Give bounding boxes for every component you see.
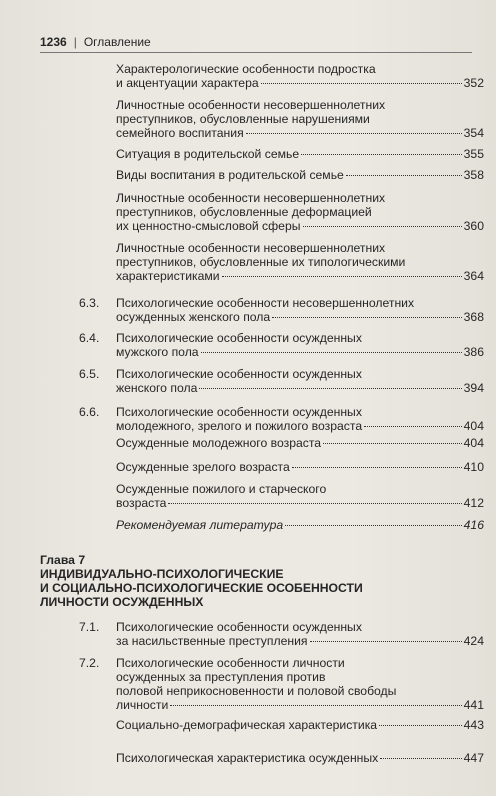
entry-last-line — [116, 496, 484, 510]
entry-title-line: Психологическая характеристика осужденных — [116, 751, 379, 765]
dot-leader — [380, 758, 461, 759]
dot-leader — [199, 388, 461, 389]
header-separator: | — [73, 35, 77, 49]
page-ref: 364 — [463, 269, 484, 283]
entry-title-line: половой неприкосновенности и половой свободы — [116, 684, 397, 698]
dot-leader — [301, 154, 462, 155]
entry-title-line: возраста — [116, 496, 167, 510]
toc-entry[interactable] — [79, 331, 484, 359]
section-number: 6.5. — [79, 367, 100, 381]
entry-last-line — [116, 147, 484, 161]
entry-title-line: Осужденные зрелого возраста — [116, 460, 290, 474]
entry-title-line: преступников, обусловленные нарушениями — [116, 112, 370, 126]
entry-title-line: преступников, обусловленные их типологическими — [116, 255, 406, 269]
page-ref: 410 — [463, 460, 484, 474]
page-ref: 441 — [463, 698, 484, 712]
toc-entry[interactable] — [116, 436, 484, 450]
entry-title-line: молодежного, зрелого и пожилого возраста — [116, 419, 363, 433]
dot-leader — [364, 426, 462, 427]
entry-last-line — [116, 698, 484, 712]
chapter-label: Глава 7 — [40, 553, 86, 567]
entry-last-line — [116, 310, 484, 324]
entry-last-line — [116, 419, 484, 433]
toc-entry[interactable] — [79, 620, 484, 648]
dot-leader — [323, 443, 462, 444]
dot-leader — [292, 467, 462, 468]
chapter-title-line: ЛИЧНОСТИ ОСУЖДЕННЫХ — [40, 595, 204, 609]
entry-last-line — [116, 518, 484, 532]
entry-title-line: за насильственные преступления — [116, 634, 308, 648]
section-number: 7.2. — [79, 656, 100, 670]
dot-leader — [272, 317, 461, 318]
entry-title-line: женского пола — [116, 381, 198, 395]
entry-title-line: Осужденные молодежного возраста — [116, 436, 322, 450]
page-ref: 360 — [463, 219, 484, 233]
entry-last-line — [116, 718, 484, 732]
entry-title-line: Личностные особенности несовершеннолетних — [116, 191, 386, 205]
page-ref: 404 — [463, 436, 484, 450]
entry-title-line: Психологические особенности осужденных — [116, 331, 362, 345]
section-number: 7.1. — [79, 620, 100, 634]
page-ref: 447 — [463, 751, 484, 765]
entry-last-line — [116, 269, 484, 283]
page-ref: 412 — [463, 496, 484, 510]
entry-title-line: Социально-демографическая характеристика — [116, 718, 378, 732]
entry-last-line — [116, 634, 484, 648]
toc-entry[interactable] — [116, 62, 484, 90]
dot-leader — [201, 352, 462, 353]
entry-title-line: характеристиками — [116, 269, 220, 283]
section-number: 6.4. — [79, 331, 100, 345]
dot-leader — [170, 705, 461, 706]
section-number: 6.6. — [79, 405, 100, 419]
section-title: Оглавление — [83, 35, 151, 49]
page-number: 1236 — [40, 35, 67, 49]
entry-last-line — [116, 751, 484, 765]
entry-title-line: Психологические особенности осужденных — [116, 620, 362, 634]
page-ref: 358 — [463, 168, 484, 182]
toc-entry[interactable] — [116, 482, 484, 510]
entry-title-line: и акцентуации характера — [116, 76, 259, 90]
page-ref: 386 — [463, 345, 484, 359]
toc-entry[interactable] — [116, 460, 484, 474]
section-number: 6.3. — [79, 296, 100, 310]
entry-title-line: преступников, обусловленные деформацией — [116, 205, 372, 219]
page-ref: 443 — [463, 718, 484, 732]
entry-last-line — [116, 436, 484, 450]
page-ref: 404 — [463, 419, 484, 433]
dot-leader — [346, 175, 462, 176]
entry-title-line: Психологические особенности осужденных — [116, 405, 362, 419]
page-ref: 355 — [463, 147, 484, 161]
page-ref: 354 — [463, 126, 484, 140]
entry-title-line: Ситуация в родительской семье — [116, 147, 300, 161]
chapter-title-line: И СОЦИАЛЬНО-ПСИХОЛОГИЧЕСКИЕ ОСОБЕННОСТИ — [40, 581, 363, 595]
toc-entry[interactable] — [116, 168, 484, 182]
entry-title-line: осужденных за преступления против — [116, 670, 326, 684]
page-ref: 424 — [463, 634, 484, 648]
page-ref: 368 — [463, 310, 484, 324]
page-ref: 416 — [463, 518, 484, 532]
entry-title-line: Личностные особенности несовершеннолетних — [116, 98, 386, 112]
toc-entry[interactable] — [116, 751, 484, 765]
dot-leader — [222, 276, 462, 277]
chapter-heading[interactable] — [40, 553, 480, 609]
entry-title-line: Характерологические особенности подростка — [116, 62, 376, 76]
entry-last-line — [116, 381, 484, 395]
entry-title-line: Рекомендуемая литература — [116, 518, 284, 532]
entry-title-line: Психологические особенности несовершеннолетних — [116, 296, 415, 310]
toc-entry[interactable] — [116, 241, 484, 283]
toc-entry[interactable] — [116, 518, 484, 532]
entry-title-line: осужденных женского пола — [116, 310, 271, 324]
entry-title-line: Осужденные пожилого и старческого — [116, 482, 327, 496]
dot-leader — [303, 226, 462, 227]
toc-entry[interactable] — [116, 191, 484, 233]
chapter-title-line: ИНДИВИДУАЛЬНО-ПСИХОЛОГИЧЕСКИЕ — [40, 567, 284, 581]
entry-last-line — [116, 345, 484, 359]
entry-title-line: Виды воспитания в родительской семье — [116, 168, 344, 182]
entry-last-line — [116, 460, 484, 474]
entry-title-line: их ценностно-смысловой сферы — [116, 219, 301, 233]
entry-last-line — [116, 76, 484, 90]
running-header — [40, 34, 468, 50]
toc-entry[interactable] — [79, 367, 484, 395]
dot-leader — [310, 641, 462, 642]
dot-leader — [261, 83, 462, 84]
entry-last-line — [116, 168, 484, 182]
dot-leader — [379, 725, 462, 726]
dot-leader — [285, 525, 461, 526]
toc-entry[interactable] — [116, 98, 484, 140]
header-rule — [40, 52, 472, 53]
entry-title-line: личности — [116, 698, 169, 712]
entry-title-line: мужского пола — [116, 345, 199, 359]
dot-leader — [168, 503, 461, 504]
dot-leader — [246, 133, 462, 134]
toc-entry[interactable] — [79, 405, 484, 433]
toc-entry[interactable] — [79, 656, 484, 712]
entry-title-line: Психологические особенности осужденных — [116, 367, 362, 381]
toc-entry[interactable] — [116, 718, 484, 732]
entry-title-line: Психологические особенности личности — [116, 656, 345, 670]
entry-title-line: семейного воспитания — [116, 126, 244, 140]
toc-entry[interactable] — [116, 147, 484, 161]
page-ref: 352 — [463, 76, 484, 90]
toc-entry[interactable] — [79, 296, 484, 324]
entry-last-line — [116, 126, 484, 140]
entry-title-line: Личностные особенности несовершеннолетних — [116, 241, 386, 255]
page-ref: 394 — [463, 381, 484, 395]
entry-last-line — [116, 219, 484, 233]
